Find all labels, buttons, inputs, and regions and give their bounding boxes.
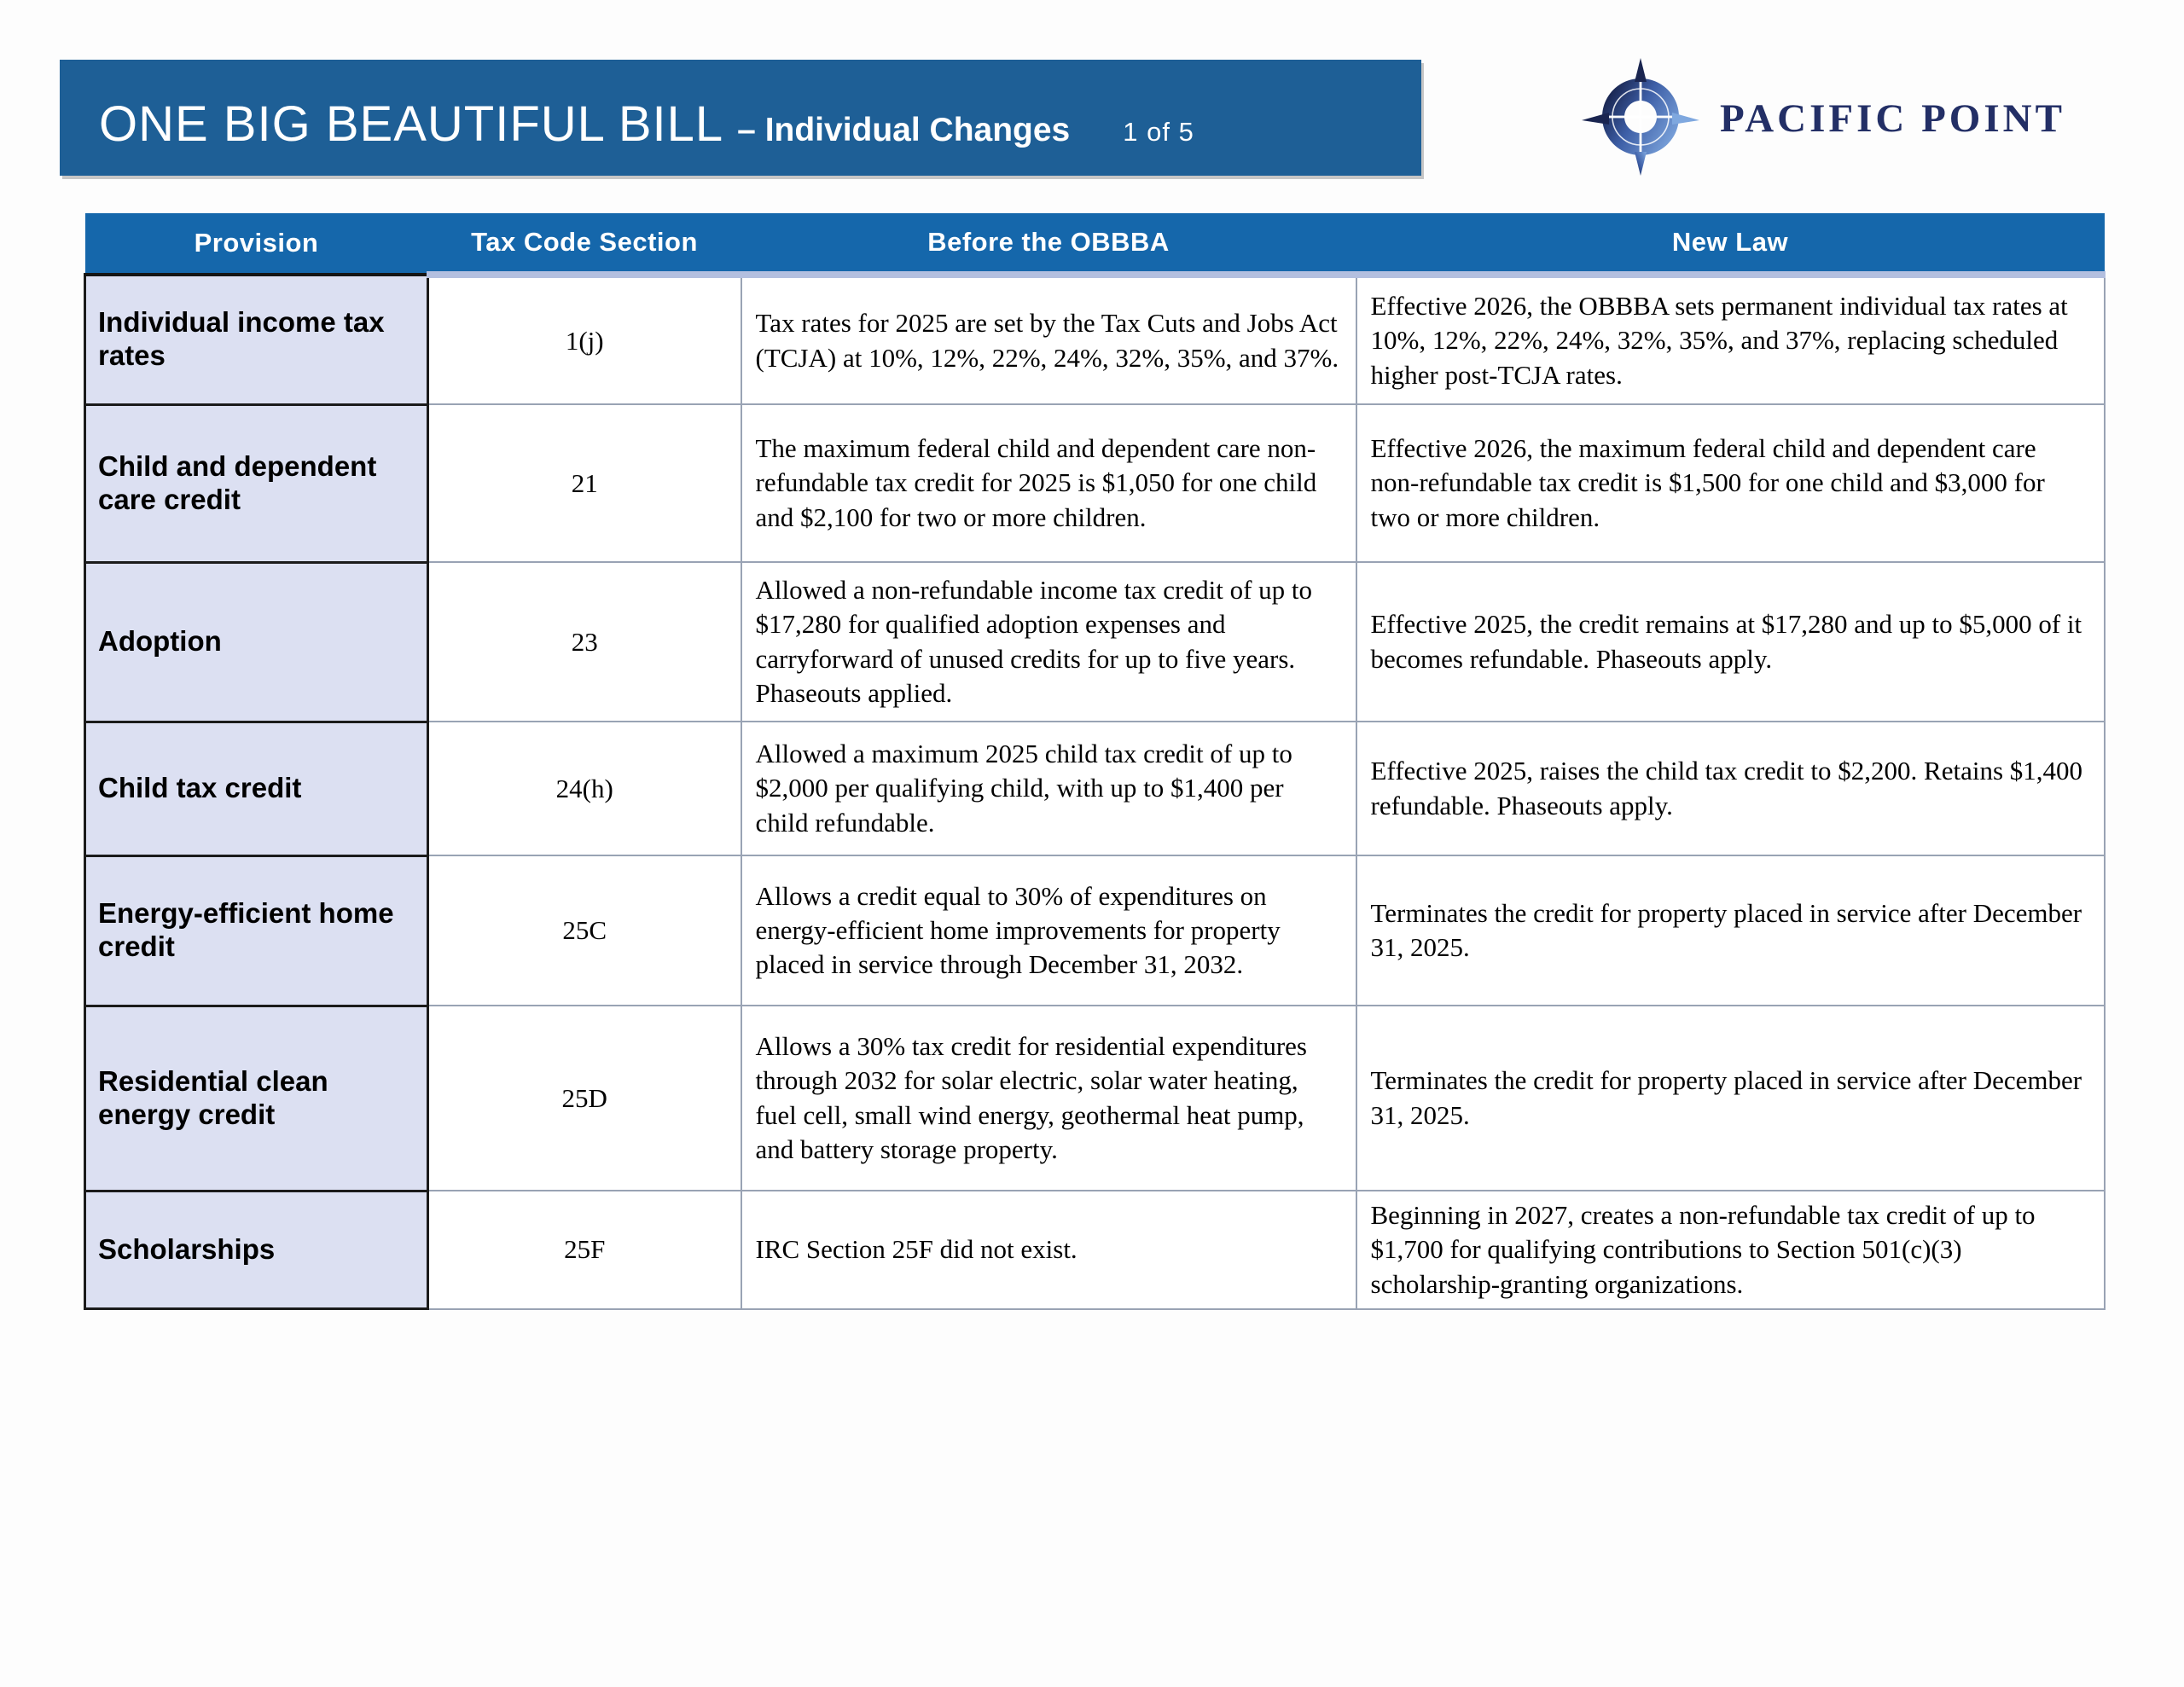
tax-code-cell: 1(j) (428, 275, 741, 404)
column-header-tax-code-section: Tax Code Section (428, 213, 741, 275)
company-name: PACIFIC POINT (1720, 96, 2065, 141)
table-row (85, 404, 2105, 562)
new-law-cell: Terminates the credit for property placed in service after December 31, 2025. (1356, 855, 2105, 1006)
title-banner-text: ONE BIG BEAUTIFUL BILL – Individual Changes 1 of 5 (99, 96, 1194, 152)
before-obbba-cell: Allowed a maximum 2025 child tax credit of up to $2,000 per qualifying child, with up to $1,400 per child refundable. (741, 722, 1356, 855)
before-obbba-cell: The maximum federal child and dependent care non-refundable tax credit for 2025 is $1,050 for one child and $2,100 for two or more children. (741, 404, 1356, 562)
table-row (85, 855, 2105, 1006)
title-banner (60, 60, 1421, 176)
company-logo (1580, 56, 2065, 181)
provision-cell: Residential clean energy credit (85, 1006, 428, 1191)
provision-cell: Child and dependent care credit (85, 404, 428, 562)
new-law-cell: Effective 2025, the credit remains at $17,280 and up to $5,000 of it becomes refundable. Phaseouts apply. (1356, 562, 2105, 722)
provision-cell: Scholarships (85, 1191, 428, 1309)
provision-cell: Child tax credit (85, 722, 428, 855)
tax-code-cell: 25C (428, 855, 741, 1006)
column-header-new-law: New Law (1356, 213, 2105, 275)
provision-cell: Individual income tax rates (85, 275, 428, 404)
new-law-cell: Effective 2026, the maximum federal child and dependent care non-refundable tax credit is $1,500 for one child and $3,000 for two or more children. (1356, 404, 2105, 562)
tax-code-cell: 25F (428, 1191, 741, 1309)
before-obbba-cell: Allows a credit equal to 30% of expenditures on energy-efficient home improvements for property placed in service through December 31, 2032. (741, 855, 1356, 1006)
provisions-table (84, 213, 2106, 1310)
new-law-cell: Effective 2025, raises the child tax credit to $2,200. Retains $1,400 refundable. Phaseouts apply. (1356, 722, 2105, 855)
column-header-provision: Provision (85, 213, 428, 275)
new-law-cell: Beginning in 2027, creates a non-refundable tax credit of up to $1,700 for qualifying contributions to Section 501(c)(3) scholarship-granting organizations. (1356, 1191, 2105, 1309)
column-header-before-obbba: Before the OBBBA (741, 213, 1356, 275)
before-obbba-cell: Allowed a non-refundable income tax credit of up to $17,280 for qualified adoption expenses and carryforward of unused credits for up to five years. Phaseouts applied. (741, 562, 1356, 722)
tax-code-cell: 24(h) (428, 722, 741, 855)
provision-cell: Adoption (85, 562, 428, 722)
table-row (85, 275, 2105, 404)
before-obbba-cell: Tax rates for 2025 are set by the Tax Cuts and Jobs Act (TCJA) at 10%, 12%, 22%, 24%, 32%, 35%, and 37%. (741, 275, 1356, 404)
before-obbba-cell: Allows a 30% tax credit for residential expenditures through 2032 for solar electric, solar water heating, fuel cell, small wind energy, geothermal heat pump, and battery storage property. (741, 1006, 1356, 1191)
tax-code-cell: 23 (428, 562, 741, 722)
tax-code-cell: 25D (428, 1006, 741, 1191)
compass-icon (1580, 56, 1701, 182)
tax-code-cell: 21 (428, 404, 741, 562)
table-row (85, 722, 2105, 855)
before-obbba-cell: IRC Section 25F did not exist. (741, 1191, 1356, 1309)
provision-cell: Energy-efficient home credit (85, 855, 428, 1006)
table-row (85, 1191, 2105, 1309)
table-row (85, 1006, 2105, 1191)
new-law-cell: Effective 2026, the OBBBA sets permanent individual tax rates at 10%, 12%, 22%, 24%, 32%, 35%, and 37%, replacing scheduled higher post-TCJA rates. (1356, 275, 2105, 404)
new-law-cell: Terminates the credit for property placed in service after December 31, 2025. (1356, 1006, 2105, 1191)
table-row (85, 562, 2105, 722)
table-header-row (85, 213, 2105, 275)
